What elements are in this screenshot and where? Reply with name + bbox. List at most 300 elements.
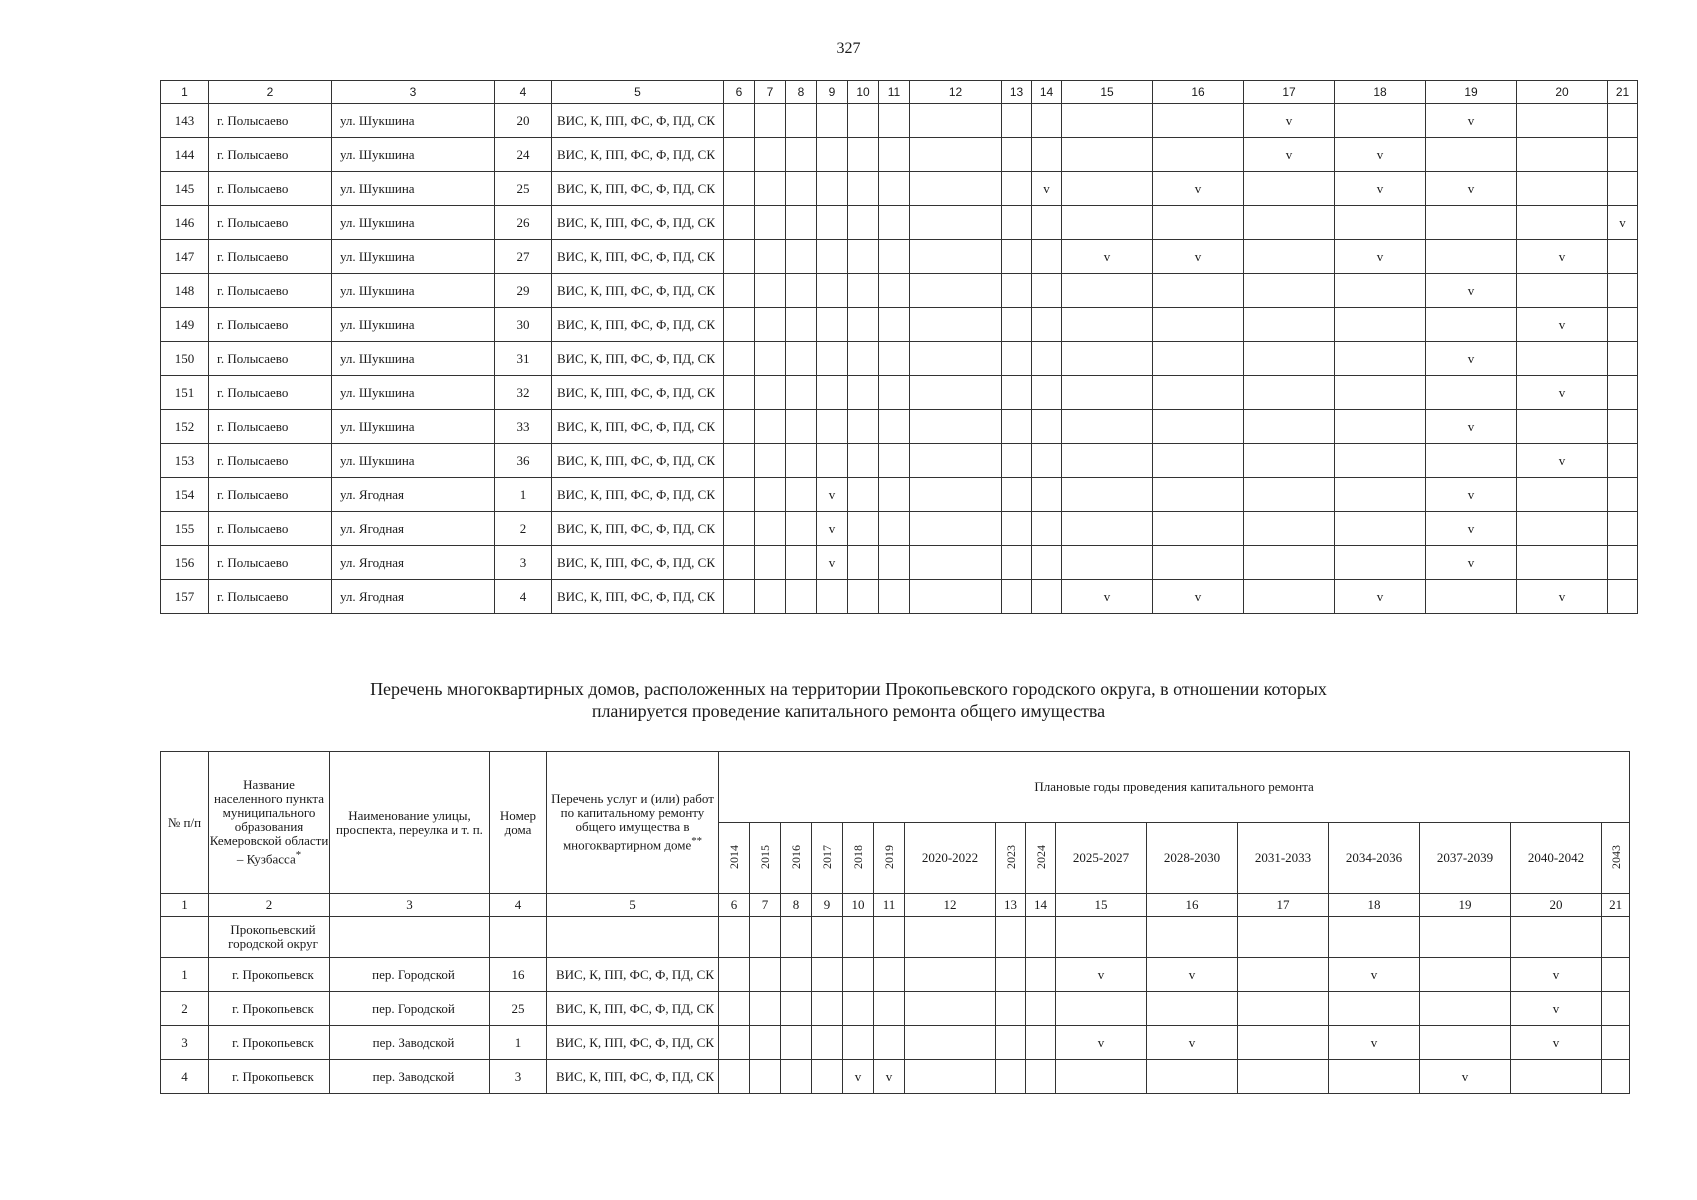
column-number: 1 xyxy=(161,81,209,104)
year-cell xyxy=(724,580,755,614)
table-row xyxy=(161,138,1638,172)
year-cell xyxy=(724,512,755,546)
year-cell xyxy=(1602,1026,1630,1060)
year-cell xyxy=(1244,240,1335,274)
column-number: 12 xyxy=(905,894,996,917)
year-mark: v xyxy=(1056,958,1147,992)
row-number: 150 xyxy=(161,342,209,376)
year-cell xyxy=(1153,274,1244,308)
header-year: 2014 xyxy=(719,823,750,894)
year-cell xyxy=(1002,104,1032,138)
house-cell: 3 xyxy=(495,546,552,580)
year-cell xyxy=(755,206,786,240)
year-cell xyxy=(1032,478,1062,512)
year-cell xyxy=(910,104,1002,138)
year-cell xyxy=(1153,512,1244,546)
street-cell: ул. Шукшина xyxy=(332,172,495,206)
year-cell xyxy=(1032,206,1062,240)
column-number: 3 xyxy=(332,81,495,104)
year-cell xyxy=(786,376,817,410)
year-cell xyxy=(1032,444,1062,478)
subheading-row xyxy=(161,917,1630,958)
city-cell: г. Полысаево xyxy=(209,308,332,342)
header-year: 2025-2027 xyxy=(1056,823,1147,894)
year-cell xyxy=(1244,206,1335,240)
year-cell xyxy=(1244,172,1335,206)
year-cell xyxy=(848,104,879,138)
year-cell xyxy=(755,580,786,614)
year-mark: v xyxy=(1511,958,1602,992)
year-cell xyxy=(1608,478,1638,512)
year-cell xyxy=(1002,580,1032,614)
column-number: 13 xyxy=(1002,81,1032,104)
year-cell xyxy=(817,410,848,444)
year-cell xyxy=(910,172,1002,206)
works-cell: ВИС, К, ПП, ФС, Ф, ПД, СК xyxy=(552,104,724,138)
table-row xyxy=(161,546,1638,580)
street-cell: ул. Шукшина xyxy=(332,138,495,172)
header-house: Номер дома xyxy=(490,752,547,894)
year-cell xyxy=(817,240,848,274)
year-cell xyxy=(879,240,910,274)
column-number: 14 xyxy=(1032,81,1062,104)
footnote-mark: ** xyxy=(691,835,703,848)
year-cell xyxy=(786,240,817,274)
row-number: 2 xyxy=(161,992,209,1026)
year-mark: v xyxy=(874,1060,905,1094)
year-cell xyxy=(817,104,848,138)
column-number: 4 xyxy=(490,894,547,917)
year-cell xyxy=(812,958,843,992)
year-cell xyxy=(1002,546,1032,580)
year-cell xyxy=(848,512,879,546)
column-number: 21 xyxy=(1608,81,1638,104)
year-cell xyxy=(910,580,1002,614)
year-cell xyxy=(1608,376,1638,410)
year-cell xyxy=(1335,512,1426,546)
year-cell xyxy=(874,958,905,992)
year-cell xyxy=(1002,376,1032,410)
header-year: 2040-2042 xyxy=(1511,823,1602,894)
year-cell xyxy=(1244,376,1335,410)
year-cell xyxy=(750,1060,781,1094)
year-cell xyxy=(1244,546,1335,580)
works-cell: ВИС, К, ПП, ФС, Ф, ПД, СК xyxy=(552,376,724,410)
year-cell xyxy=(750,1026,781,1060)
year-cell xyxy=(817,308,848,342)
column-number: 19 xyxy=(1420,894,1511,917)
year-mark: v xyxy=(843,1060,874,1094)
year-cell xyxy=(1002,206,1032,240)
row-number: 147 xyxy=(161,240,209,274)
year-cell xyxy=(1244,512,1335,546)
year-cell xyxy=(879,512,910,546)
year-cell xyxy=(1608,240,1638,274)
city-cell: г. Полысаево xyxy=(209,512,332,546)
year-cell xyxy=(1608,512,1638,546)
year-mark: v xyxy=(1517,376,1608,410)
header-year: 2043 xyxy=(1602,823,1630,894)
year-cell xyxy=(848,342,879,376)
city-cell: г. Полысаево xyxy=(209,104,332,138)
year-mark: v xyxy=(1335,172,1426,206)
year-cell xyxy=(812,992,843,1026)
page-number: 327 xyxy=(836,40,861,57)
year-cell xyxy=(817,274,848,308)
year-cell xyxy=(1032,240,1062,274)
header-year: 2015 xyxy=(750,823,781,894)
year-cell xyxy=(1238,958,1329,992)
works-cell: ВИС, К, ПП, ФС, Ф, ПД, СК xyxy=(552,546,724,580)
year-cell xyxy=(1032,512,1062,546)
year-mark: v xyxy=(1426,104,1517,138)
street-cell: пер. Заводской xyxy=(330,1060,490,1094)
year-mark: v xyxy=(1517,240,1608,274)
year-cell xyxy=(879,206,910,240)
column-number: 15 xyxy=(1056,894,1147,917)
year-cell xyxy=(1002,342,1032,376)
header-year: 2018 xyxy=(843,823,874,894)
year-cell xyxy=(1062,410,1153,444)
year-cell xyxy=(1608,342,1638,376)
table-row xyxy=(161,104,1638,138)
year-cell xyxy=(879,308,910,342)
house-cell: 25 xyxy=(490,992,547,1026)
year-cell xyxy=(848,580,879,614)
year-cell xyxy=(996,1026,1026,1060)
year-cell xyxy=(1335,104,1426,138)
year-cell xyxy=(996,1060,1026,1094)
year-cell xyxy=(1420,958,1511,992)
year-cell xyxy=(724,342,755,376)
year-cell xyxy=(879,104,910,138)
year-cell xyxy=(1329,992,1420,1026)
year-cell xyxy=(755,240,786,274)
year-cell xyxy=(1608,546,1638,580)
table-row xyxy=(161,206,1638,240)
year-cell xyxy=(1032,410,1062,444)
header-year: 2034-2036 xyxy=(1329,823,1420,894)
year-cell xyxy=(755,138,786,172)
street-cell: пер. Заводской xyxy=(330,1026,490,1060)
year-cell xyxy=(1153,546,1244,580)
house-cell: 30 xyxy=(495,308,552,342)
year-cell xyxy=(786,342,817,376)
year-cell xyxy=(1517,274,1608,308)
table-row xyxy=(161,1026,1630,1060)
year-cell xyxy=(1062,376,1153,410)
year-cell xyxy=(1608,104,1638,138)
year-cell xyxy=(1244,444,1335,478)
column-number: 3 xyxy=(330,894,490,917)
street-cell: пер. Городской xyxy=(330,992,490,1026)
column-number: 8 xyxy=(781,894,812,917)
header-year: 2017 xyxy=(812,823,843,894)
year-cell xyxy=(1062,138,1153,172)
header-years-group: Плановые годы проведения капитального ремонта xyxy=(719,752,1630,823)
year-cell xyxy=(848,410,879,444)
year-cell xyxy=(1244,580,1335,614)
year-cell xyxy=(1517,172,1608,206)
year-cell xyxy=(879,580,910,614)
year-mark: v xyxy=(1517,580,1608,614)
year-mark: v xyxy=(1426,478,1517,512)
year-cell xyxy=(1426,376,1517,410)
year-cell xyxy=(724,444,755,478)
table-row xyxy=(161,410,1638,444)
year-cell xyxy=(724,376,755,410)
year-cell xyxy=(1147,992,1238,1026)
column-number: 5 xyxy=(552,81,724,104)
column-number: 6 xyxy=(719,894,750,917)
row-number: 1 xyxy=(161,958,209,992)
city-cell: г. Полысаево xyxy=(209,580,332,614)
street-cell: пер. Городской xyxy=(330,958,490,992)
year-cell xyxy=(724,410,755,444)
year-cell xyxy=(910,478,1002,512)
year-cell xyxy=(1147,1060,1238,1094)
year-cell xyxy=(1244,274,1335,308)
city-cell: г. Полысаево xyxy=(209,138,332,172)
house-cell: 20 xyxy=(495,104,552,138)
year-mark: v xyxy=(1329,958,1420,992)
year-cell xyxy=(1335,478,1426,512)
street-cell: ул. Ягодная xyxy=(332,512,495,546)
year-cell xyxy=(1056,1060,1147,1094)
year-cell xyxy=(910,240,1002,274)
year-cell xyxy=(1062,478,1153,512)
city-cell: г. Прокопьевск xyxy=(209,958,330,992)
column-number: 2 xyxy=(209,894,330,917)
year-cell xyxy=(1335,444,1426,478)
year-mark: v xyxy=(1335,138,1426,172)
year-cell xyxy=(1335,308,1426,342)
year-cell xyxy=(1420,1026,1511,1060)
year-cell xyxy=(1062,512,1153,546)
year-cell xyxy=(1002,138,1032,172)
table-row xyxy=(161,580,1638,614)
year-cell xyxy=(1056,992,1147,1026)
year-cell xyxy=(1002,172,1032,206)
year-cell xyxy=(879,410,910,444)
year-cell xyxy=(879,376,910,410)
year-cell xyxy=(1238,1026,1329,1060)
street-cell: ул. Шукшина xyxy=(332,342,495,376)
year-cell xyxy=(879,444,910,478)
year-cell xyxy=(910,308,1002,342)
year-cell xyxy=(848,138,879,172)
year-cell xyxy=(1517,478,1608,512)
year-cell xyxy=(1153,342,1244,376)
year-cell xyxy=(910,512,1002,546)
year-cell xyxy=(812,1026,843,1060)
header-city: Название населенного пункта муниципального образования Кемеровской области – Кузбасса* xyxy=(209,752,330,894)
year-cell xyxy=(786,104,817,138)
table-row xyxy=(161,240,1638,274)
year-cell xyxy=(1608,138,1638,172)
year-mark: v xyxy=(1511,992,1602,1026)
row-number: 148 xyxy=(161,274,209,308)
year-cell xyxy=(755,376,786,410)
column-number: 8 xyxy=(786,81,817,104)
works-cell: ВИС, К, ПП, ФС, Ф, ПД, СК xyxy=(552,172,724,206)
year-cell xyxy=(755,104,786,138)
year-cell xyxy=(755,546,786,580)
section-title xyxy=(0,678,1697,722)
year-cell xyxy=(1002,240,1032,274)
year-cell xyxy=(724,172,755,206)
year-mark: v xyxy=(1062,240,1153,274)
year-cell xyxy=(755,308,786,342)
year-cell xyxy=(786,478,817,512)
street-cell: ул. Ягодная xyxy=(332,546,495,580)
year-cell xyxy=(755,274,786,308)
year-cell xyxy=(910,138,1002,172)
row-number: 154 xyxy=(161,478,209,512)
year-cell xyxy=(879,274,910,308)
column-number: 9 xyxy=(817,81,848,104)
year-cell xyxy=(905,1060,996,1094)
year-mark: v xyxy=(1335,240,1426,274)
year-cell xyxy=(1335,274,1426,308)
year-cell xyxy=(1608,444,1638,478)
year-cell xyxy=(874,992,905,1026)
year-mark: v xyxy=(817,478,848,512)
works-cell: ВИС, К, ПП, ФС, Ф, ПД, СК xyxy=(552,206,724,240)
year-cell xyxy=(755,172,786,206)
year-cell xyxy=(1026,958,1056,992)
column-number: 11 xyxy=(874,894,905,917)
row-number: 151 xyxy=(161,376,209,410)
house-cell: 26 xyxy=(495,206,552,240)
year-cell xyxy=(1062,274,1153,308)
year-cell xyxy=(1511,1060,1602,1094)
works-cell: ВИС, К, ПП, ФС, Ф, ПД, СК xyxy=(547,958,719,992)
year-mark: v xyxy=(1426,512,1517,546)
header-year: 2023 xyxy=(996,823,1026,894)
house-cell: 29 xyxy=(495,274,552,308)
year-cell xyxy=(786,410,817,444)
city-cell: г. Полысаево xyxy=(209,240,332,274)
year-mark: v xyxy=(1329,1026,1420,1060)
year-mark: v xyxy=(1420,1060,1511,1094)
year-cell xyxy=(1517,546,1608,580)
header-works: Перечень услуг и (или) работ по капитальному ремонту общего имущества в многоквартирном доме** xyxy=(547,752,719,894)
city-cell: г. Полысаево xyxy=(209,342,332,376)
header-street: Наименование улицы, проспекта, переулка и т. п. xyxy=(330,752,490,894)
year-mark: v xyxy=(817,512,848,546)
year-cell xyxy=(724,240,755,274)
year-mark: v xyxy=(1032,172,1062,206)
year-cell xyxy=(1002,512,1032,546)
year-cell xyxy=(843,958,874,992)
year-mark: v xyxy=(817,546,848,580)
row-number: 145 xyxy=(161,172,209,206)
city-cell: г. Полысаево xyxy=(209,172,332,206)
works-cell: ВИС, К, ПП, ФС, Ф, ПД, СК xyxy=(552,274,724,308)
year-cell xyxy=(781,958,812,992)
year-cell xyxy=(848,308,879,342)
works-cell: ВИС, К, ПП, ФС, Ф, ПД, СК xyxy=(552,308,724,342)
year-cell xyxy=(1602,1060,1630,1094)
year-cell xyxy=(1026,1060,1056,1094)
section-title-line-2: планируется проведение капитального ремонта общего имущества xyxy=(591,701,1106,721)
year-cell xyxy=(1153,410,1244,444)
table-row xyxy=(161,274,1638,308)
works-cell: ВИС, К, ПП, ФС, Ф, ПД, СК xyxy=(547,1026,719,1060)
year-cell xyxy=(1426,444,1517,478)
year-cell xyxy=(781,1026,812,1060)
house-cell: 25 xyxy=(495,172,552,206)
street-cell: ул. Шукшина xyxy=(332,444,495,478)
column-number: 18 xyxy=(1335,81,1426,104)
column-number: 7 xyxy=(750,894,781,917)
house-cell: 36 xyxy=(495,444,552,478)
year-cell xyxy=(848,172,879,206)
year-cell xyxy=(786,308,817,342)
column-number: 2 xyxy=(209,81,332,104)
column-number: 17 xyxy=(1244,81,1335,104)
year-cell xyxy=(1244,410,1335,444)
year-cell xyxy=(724,104,755,138)
column-number: 10 xyxy=(843,894,874,917)
year-cell xyxy=(786,206,817,240)
header-year: 2016 xyxy=(781,823,812,894)
year-cell xyxy=(1335,206,1426,240)
year-cell xyxy=(1032,308,1062,342)
year-cell xyxy=(786,512,817,546)
row-number: 153 xyxy=(161,444,209,478)
table-row xyxy=(161,444,1638,478)
year-mark: v xyxy=(1335,580,1426,614)
section-title-line-1: Перечень многоквартирных домов, расположенных на территории Прокопьевского городского округа, в отношении которых xyxy=(370,679,1327,699)
year-cell xyxy=(817,206,848,240)
city-cell: г. Полысаево xyxy=(209,410,332,444)
works-cell: ВИС, К, ПП, ФС, Ф, ПД, СК xyxy=(552,240,724,274)
year-cell xyxy=(1602,992,1630,1026)
year-cell xyxy=(1426,580,1517,614)
header-year: 2024 xyxy=(1026,823,1056,894)
year-cell xyxy=(1517,342,1608,376)
year-cell xyxy=(1244,478,1335,512)
street-cell: ул. Шукшина xyxy=(332,240,495,274)
table-row xyxy=(161,958,1630,992)
year-cell xyxy=(1002,274,1032,308)
column-number: 17 xyxy=(1238,894,1329,917)
year-cell xyxy=(755,342,786,376)
city-cell: г. Полысаево xyxy=(209,444,332,478)
street-cell: ул. Шукшина xyxy=(332,308,495,342)
year-mark: v xyxy=(1426,546,1517,580)
house-cell: 32 xyxy=(495,376,552,410)
year-cell xyxy=(724,478,755,512)
city-cell: г. Прокопьевск xyxy=(209,1060,330,1094)
year-cell xyxy=(817,444,848,478)
year-mark: v xyxy=(1244,104,1335,138)
year-cell xyxy=(724,546,755,580)
year-cell xyxy=(1335,410,1426,444)
year-cell xyxy=(1238,992,1329,1026)
year-cell xyxy=(817,172,848,206)
works-cell: ВИС, К, ПП, ФС, Ф, ПД, СК xyxy=(552,138,724,172)
year-cell xyxy=(1062,444,1153,478)
city-cell: г. Полысаево xyxy=(209,274,332,308)
city-cell: г. Прокопьевск xyxy=(209,1026,330,1060)
year-mark: v xyxy=(1426,342,1517,376)
year-cell xyxy=(1329,1060,1420,1094)
year-cell xyxy=(1517,410,1608,444)
table-row xyxy=(161,992,1630,1026)
